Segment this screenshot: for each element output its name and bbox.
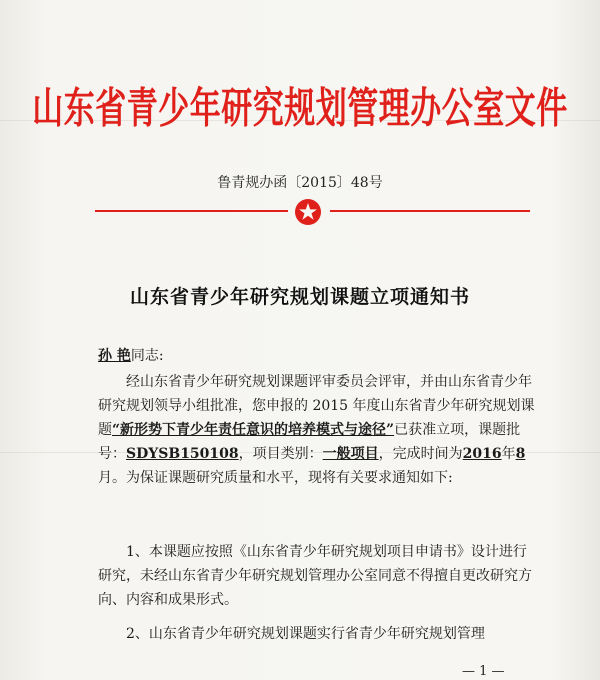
completion-month: 8 (515, 446, 526, 462)
document-header-title: 山东省青少年研究规划管理办公室文件 (32, 84, 568, 134)
notice-title: 山东省青少年研究规划课题立项通知书 (129, 286, 470, 308)
red-rule-left (95, 210, 288, 212)
recipient-name: 孙 艳 (98, 348, 131, 364)
document-number: 鲁青规办函〔2015〕48号 (217, 175, 383, 191)
paragraph-text: ，完成时间为 (378, 446, 463, 462)
project-id: SDYSB150108 (126, 446, 239, 462)
paragraph-text: ，项目类别： (238, 446, 323, 462)
project-category: 一般项目 (322, 446, 379, 462)
paragraph-text: 经山东省青少年研究规划课题评审委员会评审，并由山东省青少年研究规划领导小组批准，您申报的 2015 年度山东省青少年研究规划课题 (98, 374, 535, 438)
paragraph-text: 月。为保证课题研究质量和水平，现将有关要求通知如下: (98, 470, 453, 486)
page-number: — 1 — (462, 664, 505, 679)
paragraph-approval (98, 370, 538, 490)
red-star-icon (294, 198, 322, 226)
requirement-item-1: 1、本课题应按照《山东省青少年研究规划项目申请书》设计进行研究，未经山东省青少年研究规划管理办公室同意不得擅自更改研究方向、内容和成果形式。 (98, 544, 532, 608)
paragraph-text: 年 (501, 446, 516, 462)
project-title: “新形势下青少年责任意识的培养模式与途径” (112, 422, 395, 438)
paragraph-text: 已获准立项，课题批号： (98, 422, 521, 462)
completion-year: 2016 (462, 446, 502, 462)
salutation (98, 344, 538, 368)
salutation-suffix: 同志: (130, 348, 164, 364)
red-rule-right (330, 210, 530, 212)
requirement-item-2: 2、山东省青少年研究规划课题实行省青少年研究规划管理 (126, 626, 485, 642)
